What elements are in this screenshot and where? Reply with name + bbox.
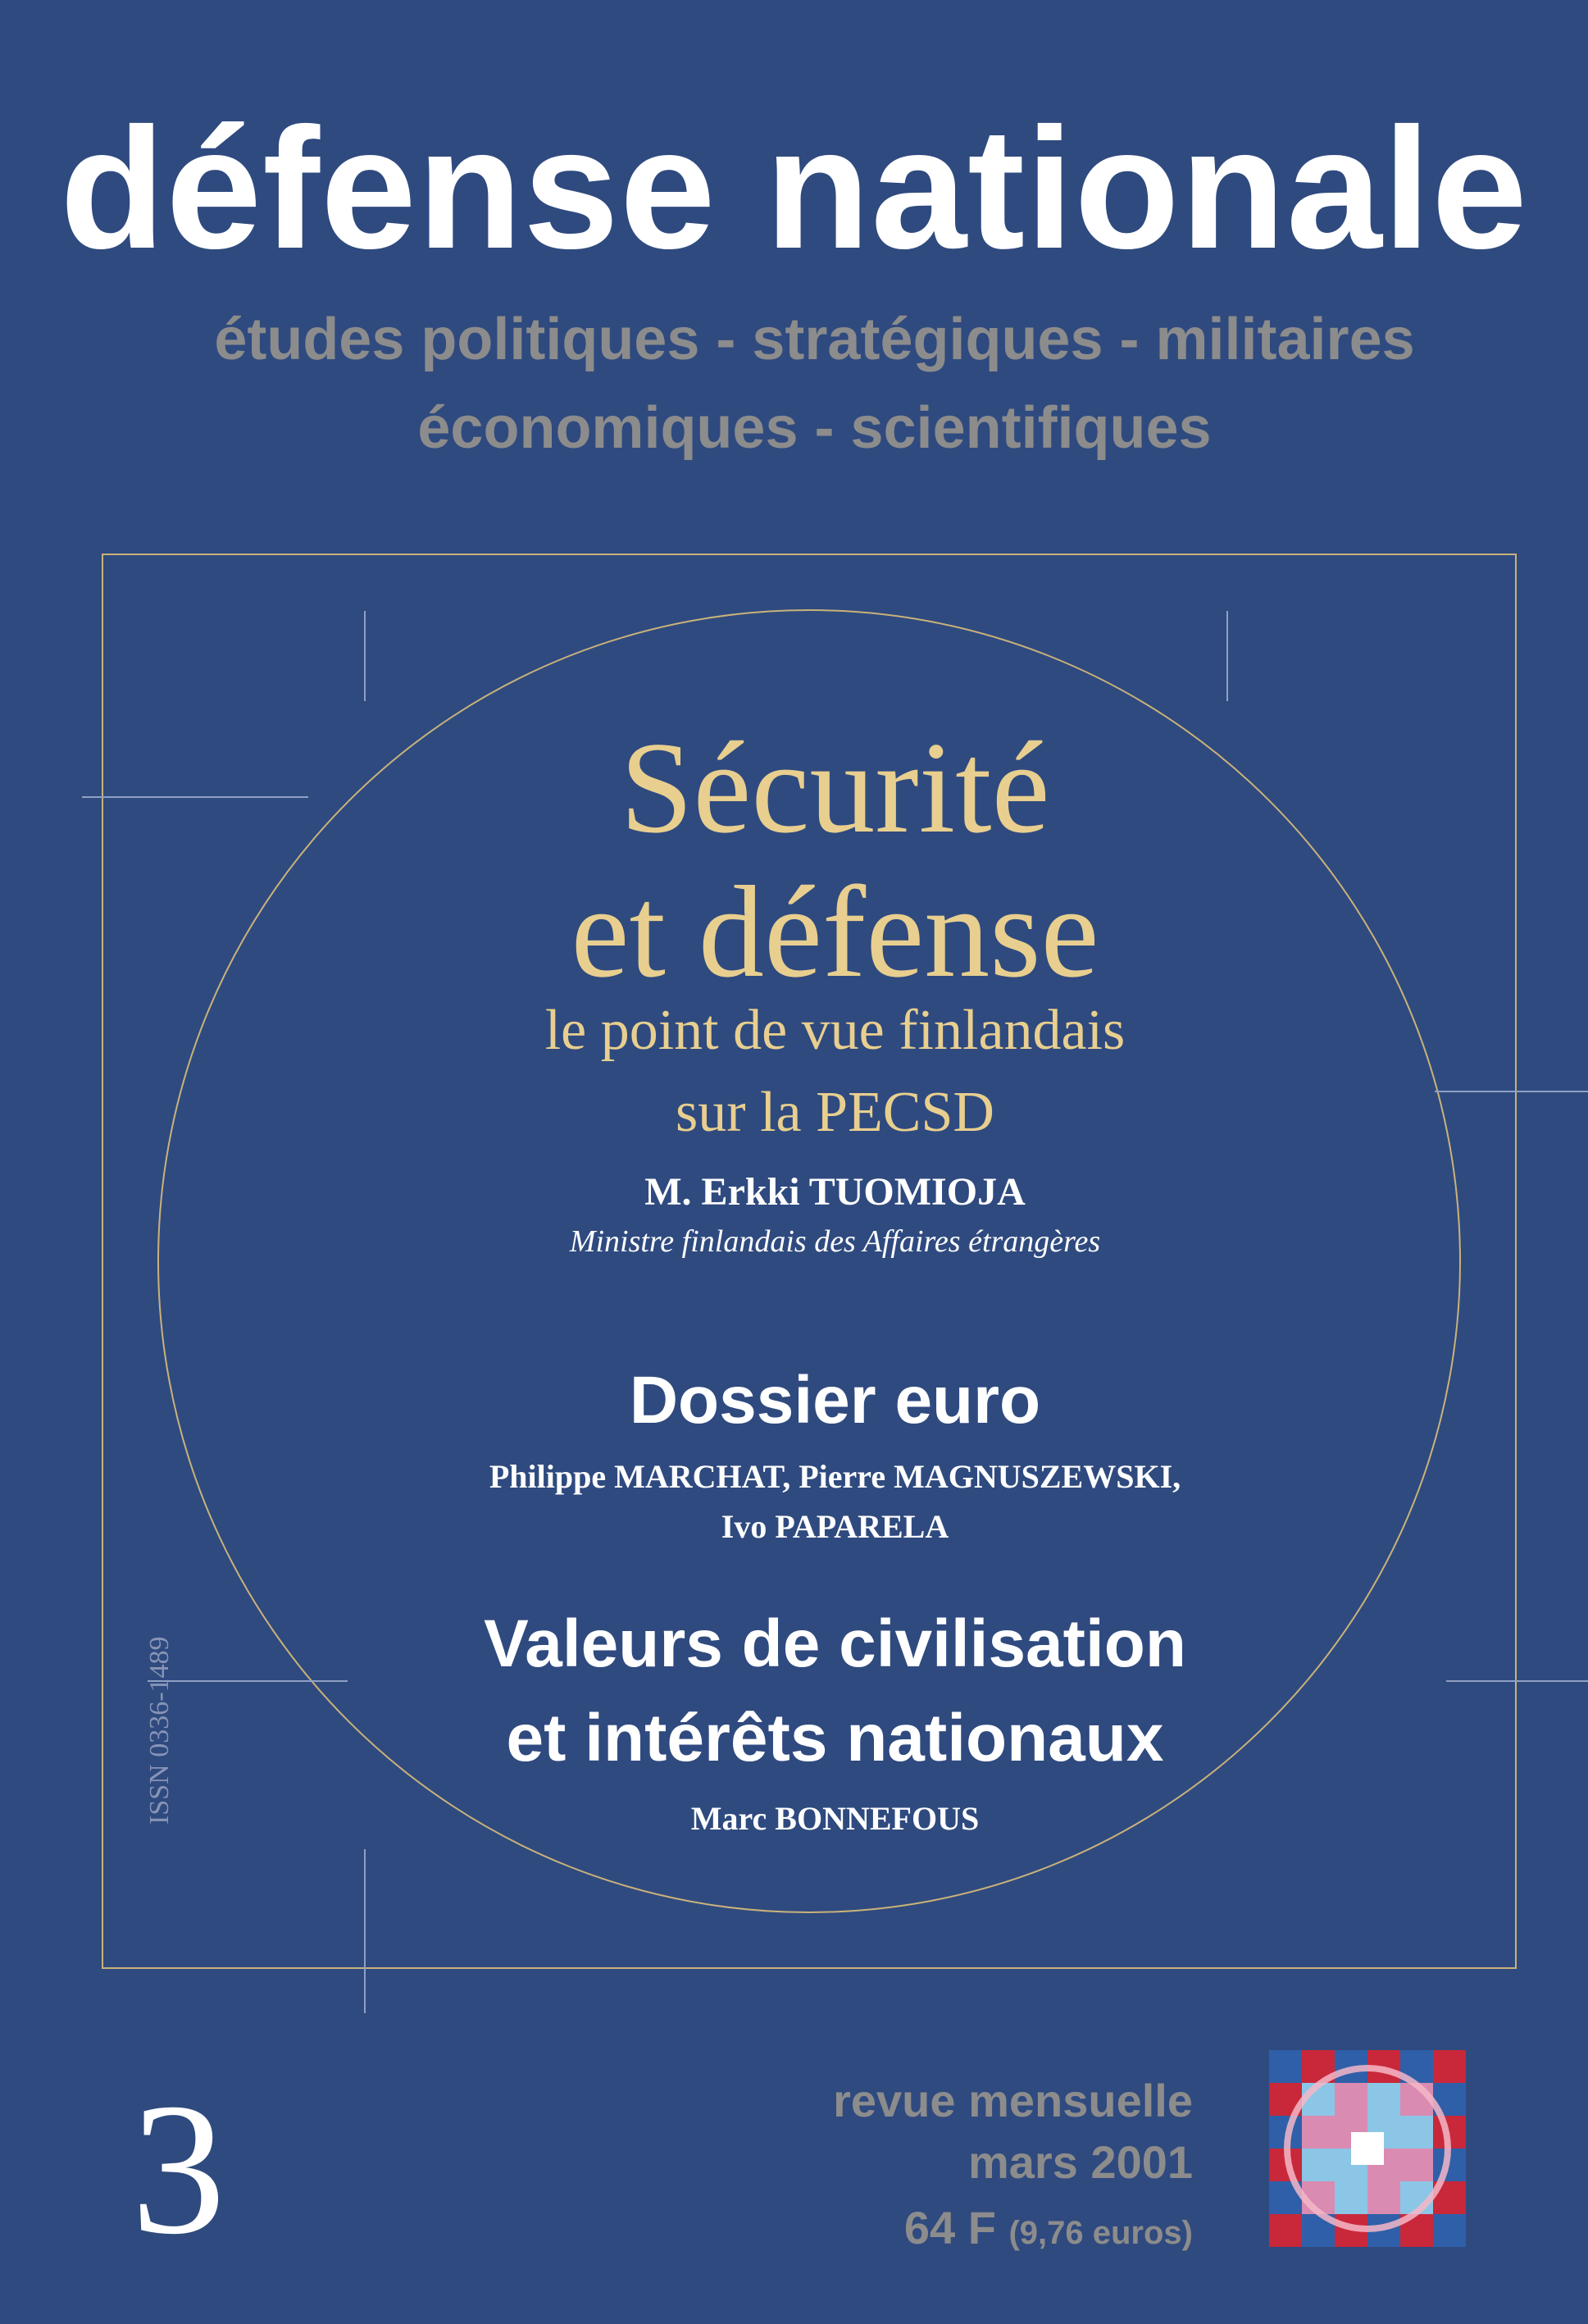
masthead-subtitle-line2: économiques - scientifiques [417, 395, 1212, 461]
dossier-authors-line1: Philippe MARCHAT, Pierre MAGNUSZEWSKI, [489, 1458, 1181, 1495]
masthead-subtitle-line1: études politiques - stratégiques - militaires [214, 307, 1415, 372]
feature-title-line2: et défense [571, 859, 1099, 1005]
issue-number: 3 [131, 2064, 225, 2273]
feature-title-line1: Sécurité [620, 714, 1050, 860]
article-author: Marc BONNEFOUS [690, 1800, 980, 1837]
logo-tile [1302, 2116, 1335, 2149]
article-title-line1: Valeurs de civilisation [484, 1606, 1186, 1681]
masthead-title: défense nationale [60, 92, 1528, 285]
dossier-title: Dossier euro [629, 1363, 1041, 1438]
tick-line [364, 1849, 366, 2013]
feature-subtitle-line1: le point de vue finlandais [544, 999, 1126, 1062]
dossier-authors-line2: Ivo PAPARELA [721, 1508, 949, 1545]
issue-date: mars 2001 [967, 2136, 1193, 2188]
tick-line [364, 611, 366, 701]
article-title-line2: et intérêts nationaux [506, 1701, 1164, 1775]
logo-svg [1269, 2050, 1466, 2247]
logo-tile [1400, 2116, 1433, 2149]
price-francs: 64 F [903, 2202, 996, 2253]
logo-tile [1335, 2181, 1367, 2214]
feature-author-role: Ministre finlandais des Affaires étrangères [569, 1224, 1101, 1259]
logo-tile [1335, 2083, 1367, 2116]
logo-center-tile [1351, 2132, 1384, 2165]
tick-line [1226, 611, 1228, 701]
logo-tile [1400, 2149, 1433, 2181]
logo-tile [1269, 2050, 1302, 2083]
logo-tile [1367, 2181, 1400, 2214]
logo-tile [1433, 2050, 1466, 2083]
logo-tile [1269, 2214, 1302, 2247]
logo-tile [1433, 2214, 1466, 2247]
issue-price [904, 2202, 1193, 2259]
checkered-circle-logo-icon [1269, 2050, 1466, 2247]
issn-label: ISSN 0336-1489 [144, 1636, 175, 1825]
logo-tile [1302, 2149, 1335, 2181]
feature-subtitle-line2: sur la PECSD [676, 1081, 994, 1144]
price-euros: (9,76 euros) [1008, 2215, 1193, 2251]
feature-author: M. Erkki TUOMIOJA [644, 1170, 1026, 1214]
issue-frequency: revue mensuelle [833, 2075, 1193, 2126]
logo-tile [1367, 2083, 1400, 2116]
